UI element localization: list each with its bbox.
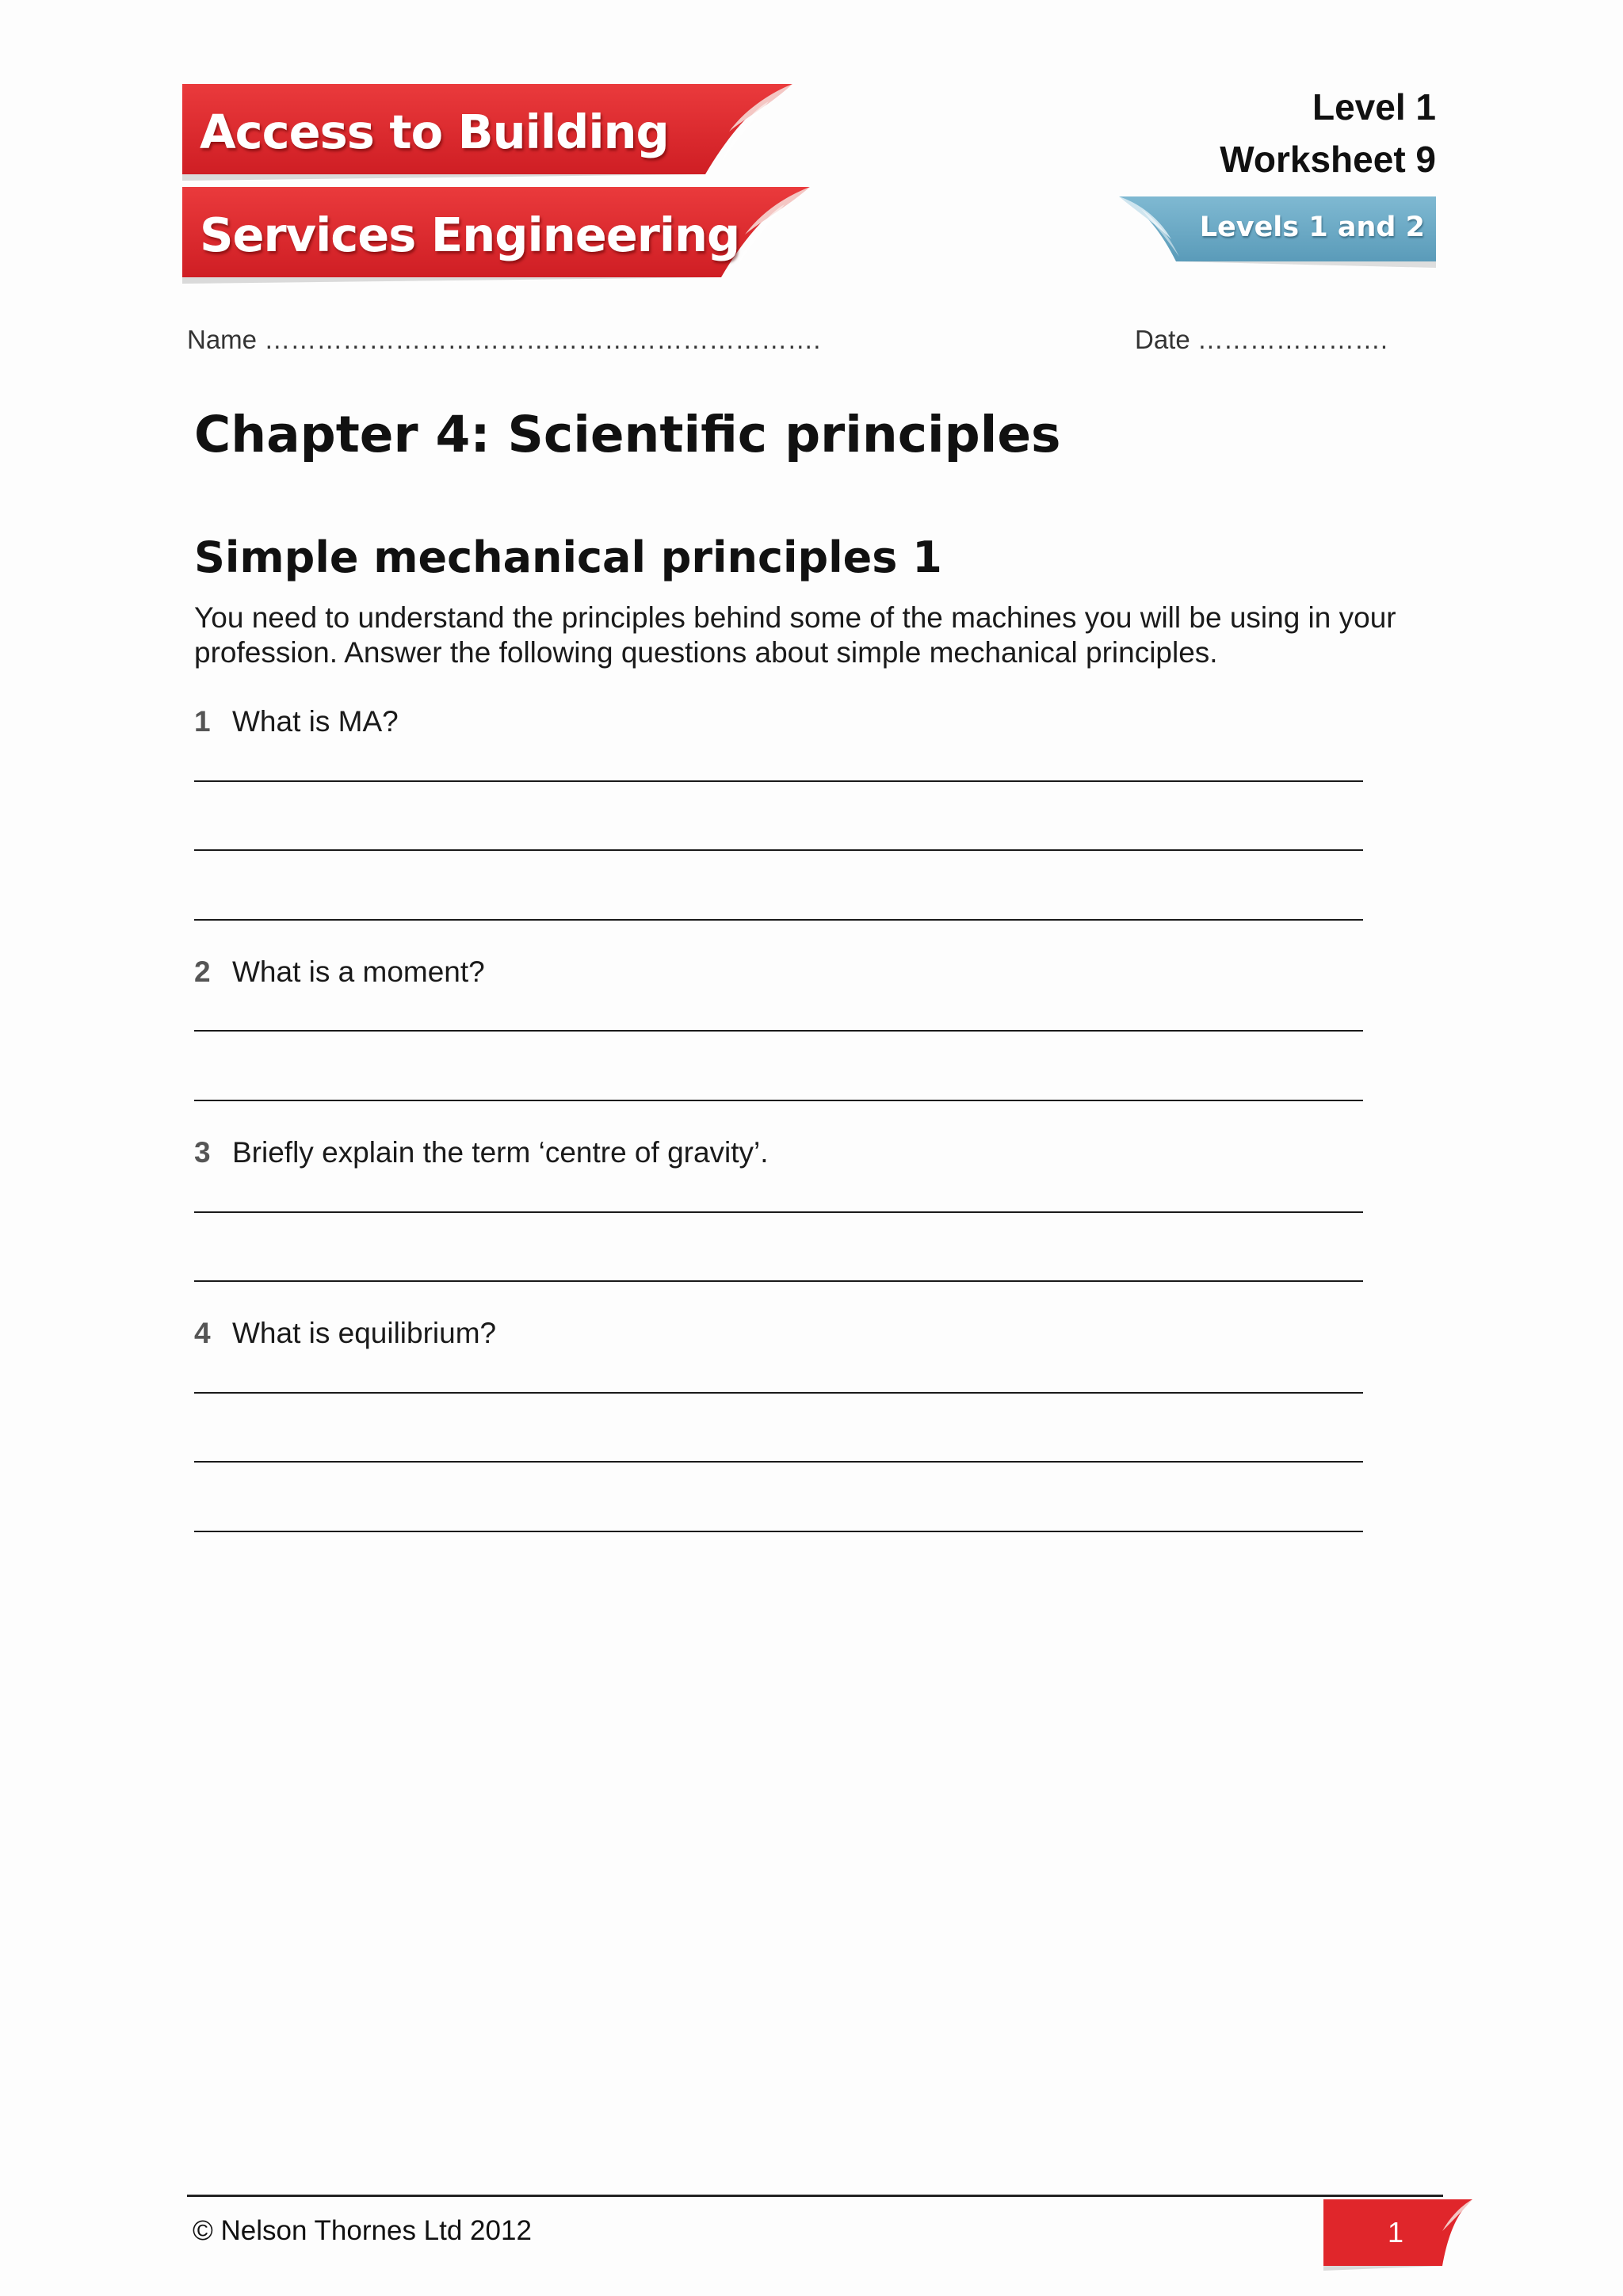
question-number: 2 bbox=[194, 955, 211, 988]
question-text: What is MA? bbox=[232, 705, 399, 738]
name-field[interactable]: Name ………………………………………………………. bbox=[187, 325, 821, 354]
answer-line[interactable] bbox=[194, 1392, 1363, 1394]
title-banner-line1 bbox=[182, 81, 800, 182]
copyright-text: © Nelson Thornes Ltd 2012 bbox=[193, 2215, 532, 2246]
worksheet-label: Worksheet 9 bbox=[1220, 139, 1436, 180]
question-number: 4 bbox=[194, 1317, 211, 1349]
banner-line1-text: Access to Building bbox=[200, 104, 669, 159]
answer-line[interactable] bbox=[194, 1280, 1363, 1282]
intro-paragraph: You need to understand the principles behind some of the machines you will be using in your profession. Answer the following questions about simple mechanical principles. bbox=[194, 601, 1396, 669]
answer-line[interactable] bbox=[194, 919, 1363, 921]
question-4 bbox=[194, 1317, 496, 1350]
answer-line[interactable] bbox=[194, 1461, 1363, 1463]
question-number: 3 bbox=[194, 1136, 211, 1169]
question-text: Briefly explain the term ‘centre of gravity’. bbox=[232, 1136, 769, 1169]
worksheet-level-info bbox=[1220, 81, 1436, 185]
page-number: 1 bbox=[1387, 2216, 1404, 2248]
question-number: 1 bbox=[194, 705, 211, 738]
question-text: What is a moment? bbox=[232, 955, 485, 988]
question-2 bbox=[194, 955, 485, 989]
levels-badge bbox=[1119, 195, 1436, 271]
answer-line[interactable] bbox=[194, 1100, 1363, 1101]
footer-divider bbox=[187, 2195, 1443, 2197]
banner-line2-text: Services Engineering bbox=[200, 207, 740, 262]
title-banner-line2 bbox=[182, 184, 816, 285]
section-title: Simple mechanical principles 1 bbox=[194, 532, 942, 582]
question-1 bbox=[194, 705, 399, 738]
answer-line[interactable] bbox=[194, 849, 1363, 851]
answer-line[interactable] bbox=[194, 1211, 1363, 1213]
level-label: Level 1 bbox=[1312, 86, 1436, 128]
answer-line[interactable] bbox=[194, 1030, 1363, 1032]
answer-line[interactable] bbox=[194, 1531, 1363, 1532]
question-3 bbox=[194, 1136, 769, 1169]
date-field[interactable]: Date …………………. bbox=[1135, 325, 1388, 354]
levels-badge-text: Levels 1 and 2 bbox=[1199, 212, 1425, 243]
chapter-title: Chapter 4: Scientific principles bbox=[194, 406, 1061, 463]
answer-line[interactable] bbox=[194, 780, 1363, 782]
question-text: What is equilibrium? bbox=[232, 1317, 497, 1349]
